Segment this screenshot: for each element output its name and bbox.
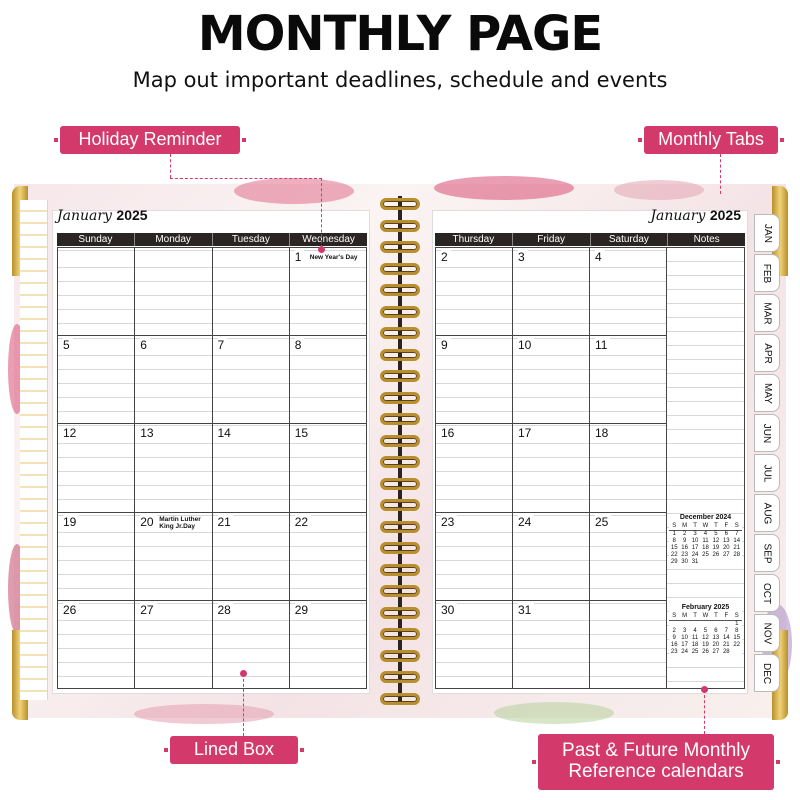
spiral-ring bbox=[380, 392, 420, 404]
spiral-ring bbox=[380, 693, 420, 705]
mini-day: 9 bbox=[682, 538, 687, 544]
spiral-ring bbox=[380, 456, 420, 468]
day-cell[interactable] bbox=[58, 336, 135, 424]
reference-leader-line bbox=[704, 690, 705, 734]
day-header: Monday bbox=[135, 233, 213, 246]
holiday-leader-line bbox=[170, 178, 322, 179]
spiral-ring bbox=[380, 542, 420, 554]
day-number: 10 bbox=[518, 338, 534, 352]
mini-day: 21 bbox=[722, 642, 730, 648]
day-cell[interactable] bbox=[590, 248, 667, 336]
mini-day: 1 bbox=[672, 531, 676, 537]
day-cell[interactable] bbox=[513, 248, 590, 336]
day-number: 14 bbox=[218, 426, 234, 440]
mini-day: 13 bbox=[722, 538, 730, 544]
spiral-ring bbox=[380, 198, 420, 210]
holiday-leader-dot bbox=[318, 246, 325, 253]
day-cell[interactable] bbox=[58, 513, 135, 601]
mini-day bbox=[711, 621, 721, 629]
day-cell[interactable] bbox=[436, 336, 513, 424]
mini-weekday: W bbox=[700, 613, 710, 621]
calendar-grid bbox=[57, 247, 367, 689]
mini-day: 19 bbox=[712, 545, 720, 551]
day-number: 24 bbox=[518, 515, 534, 529]
spiral-ring bbox=[380, 263, 420, 275]
mini-day: 25 bbox=[691, 649, 699, 655]
mini-day: 12 bbox=[712, 538, 720, 544]
day-number: 13 bbox=[140, 426, 156, 440]
day-number: 7 bbox=[218, 338, 228, 352]
month-tab-label: JUN bbox=[761, 423, 773, 443]
spiral-ring bbox=[380, 607, 420, 619]
spiral-ring bbox=[380, 241, 420, 253]
month-tab-label: JAN bbox=[761, 223, 773, 243]
mini-day: 28 bbox=[733, 552, 741, 558]
day-cell[interactable] bbox=[135, 513, 212, 601]
page-subtitle: Map out important deadlines, schedule and events bbox=[132, 68, 668, 92]
mini-day: 19 bbox=[702, 642, 709, 648]
month-tab-label: MAR bbox=[761, 301, 773, 325]
mini-day: 1 bbox=[735, 621, 739, 627]
spiral-ring bbox=[380, 521, 420, 533]
day-number: 19 bbox=[63, 515, 79, 529]
day-cell[interactable] bbox=[213, 513, 290, 601]
day-header: Sunday bbox=[57, 233, 135, 246]
year-label: 2025 bbox=[709, 207, 741, 223]
spiral-ring bbox=[380, 435, 420, 447]
day-cell[interactable] bbox=[513, 513, 590, 601]
mini-day: 12 bbox=[702, 635, 709, 641]
calendar-grid bbox=[435, 247, 667, 689]
spiral-ring bbox=[380, 478, 420, 490]
day-cell[interactable] bbox=[135, 336, 212, 424]
mini-day: 21 bbox=[733, 545, 741, 551]
mini-day: 4 bbox=[703, 531, 708, 537]
day-number: 23 bbox=[441, 515, 457, 529]
day-cell[interactable] bbox=[135, 601, 212, 689]
holiday-leader-line bbox=[170, 154, 171, 178]
spiral-binding bbox=[372, 190, 428, 708]
mini-day: 22 bbox=[670, 552, 678, 558]
mini-day: 11 bbox=[691, 635, 699, 641]
mini-weekday: S bbox=[669, 613, 679, 621]
mini-weekday: T bbox=[690, 523, 700, 531]
mini-weekday: F bbox=[721, 523, 731, 531]
mini-day bbox=[700, 559, 710, 566]
holiday-reminder-callout bbox=[60, 126, 240, 154]
day-number: 22 bbox=[295, 515, 311, 529]
mini-day: 3 bbox=[693, 531, 697, 537]
mini-weekday: F bbox=[721, 613, 731, 621]
day-header: Thursday bbox=[435, 233, 513, 246]
day-cell[interactable] bbox=[290, 424, 367, 512]
day-header: Wednesday bbox=[302, 234, 355, 245]
day-cell[interactable] bbox=[590, 336, 667, 424]
mini-day: 7 bbox=[724, 628, 728, 634]
mini-day: 10 bbox=[691, 538, 699, 544]
day-number: 27 bbox=[140, 603, 156, 617]
day-number: 2 bbox=[441, 250, 451, 264]
mini-day: 25 bbox=[702, 552, 709, 558]
mini-day: 2 bbox=[672, 628, 676, 634]
reference-calendar-callout bbox=[538, 734, 774, 790]
mini-day bbox=[721, 621, 731, 629]
mini-day: 27 bbox=[722, 552, 730, 558]
mini-day: 17 bbox=[691, 545, 699, 551]
mini-day bbox=[732, 649, 742, 656]
holiday-label: New Year's Day bbox=[309, 254, 358, 261]
day-cell[interactable] bbox=[213, 248, 290, 336]
tabs-leader-line bbox=[720, 154, 721, 194]
mini-day: 29 bbox=[670, 559, 678, 565]
day-number: 18 bbox=[595, 426, 611, 440]
mini-day: 23 bbox=[670, 649, 678, 655]
mini-day: 20 bbox=[712, 642, 720, 648]
mini-day: 24 bbox=[691, 552, 699, 558]
mini-day: 26 bbox=[712, 552, 720, 558]
holiday-label: Martin Luther King Jr.Day bbox=[159, 516, 203, 530]
day-cell[interactable] bbox=[436, 424, 513, 512]
mini-day bbox=[711, 559, 721, 566]
notes-column[interactable] bbox=[667, 247, 745, 689]
mini-calendar-title: December 2024 bbox=[679, 514, 732, 521]
month-tab-oct[interactable] bbox=[754, 574, 780, 612]
mini-day: 6 bbox=[714, 628, 718, 634]
mini-day: 26 bbox=[702, 649, 709, 655]
day-cell[interactable] bbox=[590, 424, 667, 512]
month-tab-nov[interactable] bbox=[754, 614, 780, 652]
mini-day bbox=[669, 621, 679, 629]
month-tab-mar[interactable] bbox=[754, 294, 780, 332]
mini-day: 8 bbox=[735, 628, 739, 634]
day-number: 28 bbox=[218, 603, 234, 617]
spiral-ring bbox=[380, 413, 420, 425]
day-cell[interactable] bbox=[58, 424, 135, 512]
day-number: 16 bbox=[441, 426, 457, 440]
mini-day: 5 bbox=[703, 628, 708, 634]
spiral-ring bbox=[380, 671, 420, 683]
day-cell[interactable] bbox=[58, 601, 135, 689]
mini-day: 15 bbox=[670, 545, 678, 551]
month-tab-label: SEP bbox=[761, 542, 773, 564]
month-tab-label: AUG bbox=[761, 502, 773, 524]
day-cell[interactable] bbox=[290, 336, 367, 424]
mini-weekday: T bbox=[690, 613, 700, 621]
spiral-ring bbox=[380, 220, 420, 232]
month-tab-sep[interactable] bbox=[754, 534, 780, 572]
callout-label: Reference calendars bbox=[568, 761, 744, 782]
day-number: 25 bbox=[595, 515, 611, 529]
day-number: 1 bbox=[295, 250, 305, 264]
mini-day: 27 bbox=[712, 649, 720, 655]
month-tab-feb[interactable] bbox=[754, 254, 780, 292]
spiral-ring bbox=[380, 284, 420, 296]
mini-day: 14 bbox=[722, 635, 730, 641]
mini-day: 17 bbox=[681, 642, 688, 648]
day-number: 8 bbox=[295, 338, 305, 352]
month-tabs bbox=[754, 210, 782, 694]
mini-day bbox=[721, 559, 731, 566]
lined-leader-line bbox=[243, 674, 244, 736]
mini-day: 24 bbox=[681, 649, 688, 655]
mini-day: 7 bbox=[735, 531, 739, 537]
spiral-ring bbox=[380, 306, 420, 318]
callout-label: Past & Future Monthly bbox=[562, 740, 750, 762]
day-number: 11 bbox=[595, 338, 610, 352]
lined-box-callout bbox=[170, 736, 298, 764]
day-number: 26 bbox=[63, 603, 79, 617]
spiral-ring bbox=[380, 499, 420, 511]
day-cell[interactable] bbox=[513, 424, 590, 512]
mini-day: 15 bbox=[733, 635, 741, 641]
left-page bbox=[52, 207, 370, 694]
mini-weekday: S bbox=[732, 613, 742, 621]
mini-day: 10 bbox=[681, 635, 688, 641]
mini-day bbox=[732, 559, 742, 566]
mini-day: 16 bbox=[681, 545, 688, 551]
day-number: 12 bbox=[63, 426, 79, 440]
day-cell[interactable] bbox=[290, 513, 367, 601]
month-tab-dec[interactable] bbox=[754, 654, 780, 692]
month-tab-label: OCT bbox=[761, 582, 773, 604]
day-cell[interactable] bbox=[290, 601, 367, 689]
month-tab-jun[interactable] bbox=[754, 414, 780, 452]
mini-day: 11 bbox=[702, 538, 709, 544]
month-tab-label: FEB bbox=[761, 263, 773, 283]
day-cell[interactable] bbox=[436, 513, 513, 601]
holiday-leader-line bbox=[321, 178, 322, 248]
day-cell[interactable] bbox=[436, 248, 513, 336]
monthly-tabs-callout bbox=[644, 126, 778, 154]
month-title bbox=[650, 207, 741, 224]
month-tab-label: MAY bbox=[761, 382, 773, 404]
callout-label: Holiday Reminder bbox=[78, 129, 222, 150]
day-cell[interactable] bbox=[213, 424, 290, 512]
day-cell[interactable] bbox=[135, 424, 212, 512]
gold-ornament-border bbox=[20, 200, 48, 700]
callout-label: Monthly Tabs bbox=[658, 129, 764, 150]
mini-weekday: T bbox=[711, 523, 721, 531]
mini-calendar-february bbox=[669, 604, 742, 656]
mini-day bbox=[679, 621, 689, 629]
page-title: MONTHLY PAGE bbox=[197, 6, 603, 62]
mini-day: 6 bbox=[724, 531, 728, 537]
day-number: 6 bbox=[140, 338, 150, 352]
day-header: Notes bbox=[693, 234, 720, 245]
mini-day: 2 bbox=[682, 531, 687, 537]
mini-day: 5 bbox=[714, 531, 718, 537]
mini-day: 16 bbox=[670, 642, 678, 648]
day-header: Tuesday bbox=[213, 233, 291, 246]
spiral-ring bbox=[380, 564, 420, 576]
month-name: January bbox=[650, 208, 706, 224]
month-tab-label: APR bbox=[761, 342, 773, 364]
day-cell[interactable] bbox=[513, 601, 590, 689]
mini-day: 30 bbox=[681, 559, 688, 565]
mini-day: 22 bbox=[733, 642, 741, 648]
day-header: Saturday bbox=[591, 233, 669, 246]
spiral-ring bbox=[380, 628, 420, 640]
day-header: Friday bbox=[513, 233, 591, 246]
mini-calendar-title: February 2025 bbox=[681, 604, 730, 611]
month-tab-jan[interactable] bbox=[754, 214, 780, 252]
mini-day: 18 bbox=[691, 642, 699, 648]
day-cell[interactable] bbox=[135, 248, 212, 336]
month-tab-label: NOV bbox=[761, 622, 773, 644]
mini-weekday: T bbox=[711, 613, 721, 621]
month-tab-label: JUL bbox=[761, 464, 773, 482]
day-number: 4 bbox=[595, 250, 605, 264]
day-cell[interactable] bbox=[590, 513, 667, 601]
weekday-header bbox=[435, 233, 745, 246]
year-label: 2025 bbox=[116, 207, 148, 223]
spiral-ring bbox=[380, 585, 420, 597]
mini-day: 18 bbox=[702, 545, 709, 551]
mini-day: 28 bbox=[722, 649, 730, 655]
spiral-ring bbox=[380, 650, 420, 662]
mini-day: 8 bbox=[672, 538, 676, 544]
day-number: 30 bbox=[441, 603, 457, 617]
day-cell[interactable] bbox=[290, 248, 367, 336]
month-tab-label: DEC bbox=[761, 662, 773, 684]
spiral-ring bbox=[380, 327, 420, 339]
lined-leader-dot bbox=[240, 670, 247, 677]
mini-weekday: M bbox=[679, 523, 689, 531]
day-number: 3 bbox=[518, 250, 528, 264]
day-number: 5 bbox=[63, 338, 73, 352]
mini-day: 14 bbox=[733, 538, 741, 544]
day-number: 31 bbox=[518, 603, 534, 617]
spiral-ring bbox=[380, 349, 420, 361]
mini-weekday: M bbox=[679, 613, 689, 621]
mini-day: 3 bbox=[682, 628, 687, 634]
mini-calendar-december bbox=[669, 514, 742, 566]
day-cell[interactable] bbox=[213, 601, 290, 689]
day-cell[interactable] bbox=[436, 601, 513, 689]
mini-weekday: S bbox=[732, 523, 742, 531]
spiral-ring bbox=[380, 370, 420, 382]
day-cell[interactable] bbox=[590, 601, 667, 689]
mini-day bbox=[700, 621, 710, 629]
right-page bbox=[432, 207, 748, 694]
day-number: 21 bbox=[218, 515, 234, 529]
mini-day: 9 bbox=[672, 635, 676, 641]
month-tab-may[interactable] bbox=[754, 374, 780, 412]
month-tab-aug[interactable] bbox=[754, 494, 780, 532]
day-number: 20 bbox=[140, 515, 156, 529]
day-cell[interactable] bbox=[513, 336, 590, 424]
mini-weekday: S bbox=[669, 523, 679, 531]
month-tab-apr[interactable] bbox=[754, 334, 780, 372]
mini-day: 20 bbox=[722, 545, 730, 551]
day-number: 15 bbox=[295, 426, 311, 440]
mini-weekday: W bbox=[700, 523, 710, 531]
mini-day: 31 bbox=[691, 559, 699, 565]
day-cell[interactable] bbox=[213, 336, 290, 424]
mini-day: 23 bbox=[681, 552, 688, 558]
month-name: January bbox=[57, 208, 112, 224]
month-tab-jul[interactable] bbox=[754, 454, 780, 492]
day-number: 29 bbox=[295, 603, 311, 617]
mini-day: 13 bbox=[712, 635, 720, 641]
day-number: 9 bbox=[441, 338, 451, 352]
mini-day: 4 bbox=[693, 628, 697, 634]
mini-day bbox=[690, 621, 700, 629]
reference-leader-dot bbox=[701, 686, 708, 693]
day-number: 17 bbox=[518, 426, 534, 440]
callout-label: Lined Box bbox=[193, 739, 275, 760]
month-title bbox=[57, 207, 148, 224]
day-cell[interactable] bbox=[58, 248, 135, 336]
